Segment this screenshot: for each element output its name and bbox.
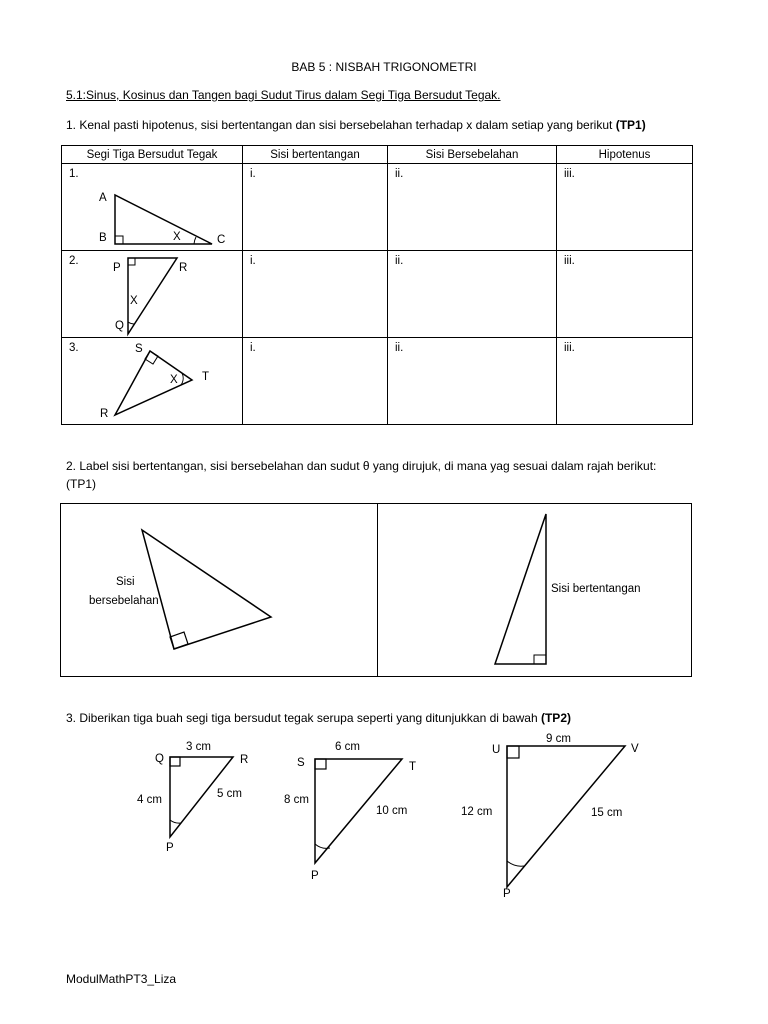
table-row xyxy=(62,164,693,251)
side-length-label: 3 cm xyxy=(186,741,211,753)
row-number: 1. xyxy=(69,168,79,180)
triangle-pst-similar xyxy=(284,741,416,882)
triangle-shape xyxy=(115,195,212,244)
answer-label: i. xyxy=(250,342,256,354)
angle-arc xyxy=(194,237,196,244)
answer-label: i. xyxy=(250,255,256,267)
angle-label-x: X xyxy=(170,374,178,386)
vertex-label: S xyxy=(297,757,305,769)
table-row xyxy=(62,251,693,338)
right-angle-marker xyxy=(170,632,188,649)
col-header-hypotenuse: Hipotenus xyxy=(557,146,693,164)
triangle-cell xyxy=(62,164,243,251)
opposite-label: Sisi bertentangan xyxy=(551,583,641,595)
question-2-text: 2. Label sisi bertentangan, sisi bersebelahan dan sudut θ yang dirujuk, di mana yag sesuai dalam rajah berikut: xyxy=(66,459,657,473)
vertex-label-r: R xyxy=(100,408,109,420)
vertex-label-r: R xyxy=(179,262,188,274)
row-number: 2. xyxy=(69,255,79,267)
vertex-label-t: T xyxy=(202,371,210,383)
vertex-label: U xyxy=(492,744,501,756)
angle-label-x: X xyxy=(173,231,181,243)
table-row xyxy=(62,338,693,425)
question-3-text: 3. Diberikan tiga buah segi tiga bersudut tegak serupa seperti yang ditunjukkan di bawah (TP2) xyxy=(66,711,571,725)
vertex-label-q: Q xyxy=(115,320,124,332)
side-length-label: 6 cm xyxy=(335,741,360,753)
answer-label: i. xyxy=(250,168,256,180)
answer-label: ii. xyxy=(395,255,404,267)
answer-label: ii. xyxy=(395,342,404,354)
right-angle-marker xyxy=(128,258,135,265)
vertex-label: Q xyxy=(155,753,164,765)
triangle-puv-similar xyxy=(461,733,639,900)
answer-cell-hypotenuse[interactable] xyxy=(557,338,693,425)
side-length-label: 12 cm xyxy=(461,806,493,818)
answer-cell-hypotenuse[interactable] xyxy=(557,164,693,251)
answer-cell-adjacent[interactable] xyxy=(388,251,557,338)
question-2-tag: (TP1) xyxy=(66,477,96,491)
side-length-label: 9 cm xyxy=(546,733,571,745)
right-angle-marker xyxy=(115,236,123,244)
triangle-abc-diagram xyxy=(62,164,243,250)
vertex-label-a: A xyxy=(99,192,107,204)
angle-arc xyxy=(181,373,183,385)
vertex-label-p: P xyxy=(113,262,121,274)
col-header-triangle: Segi Tiga Bersudut Tegak xyxy=(62,146,243,164)
page-title: BAB 5 : NISBAH TRIGONOMETRI xyxy=(291,60,477,74)
angle-arc xyxy=(128,322,134,324)
triangle-rst-diagram xyxy=(62,338,243,424)
question-1-text: 1. Kenal pasti hipotenus, sisi bertentangan dan sisi bersebelahan terhadap x dalam setiap yang berikut (TP1) xyxy=(66,118,646,132)
side-length-label: 8 cm xyxy=(284,794,309,806)
table-header-row xyxy=(62,146,693,164)
left-triangle xyxy=(142,530,271,649)
triangle-cell xyxy=(62,338,243,425)
col-header-adjacent: Sisi Bersebelahan xyxy=(388,146,557,164)
vertex-label-b: B xyxy=(99,232,107,244)
vertex-label: R xyxy=(240,754,249,766)
adjacent-label-line1: Sisi xyxy=(116,576,135,588)
vertex-label: P xyxy=(503,888,511,900)
label-diagram-box xyxy=(60,503,692,677)
row-number: 3. xyxy=(69,342,79,354)
triangle-shape xyxy=(115,351,192,415)
side-length-label: 5 cm xyxy=(217,788,242,800)
vertex-label: P xyxy=(166,842,174,854)
vertex-label-c: C xyxy=(217,234,226,246)
triangle-pqr-diagram xyxy=(62,251,243,337)
vertex-label: V xyxy=(631,743,639,755)
right-triangle xyxy=(495,514,546,664)
triangle-cell xyxy=(62,251,243,338)
answer-cell-opposite[interactable] xyxy=(243,251,388,338)
answer-label: iii. xyxy=(564,255,575,267)
right-angle-marker xyxy=(534,655,546,664)
side-length-label: 10 cm xyxy=(376,805,408,817)
answer-cell-adjacent[interactable] xyxy=(388,338,557,425)
answer-cell-opposite[interactable] xyxy=(243,338,388,425)
answer-label: iii. xyxy=(564,168,575,180)
answer-label: iii. xyxy=(564,342,575,354)
footer-text: ModulMathPT3_Liza xyxy=(66,972,177,986)
vertex-label: P xyxy=(311,870,319,882)
tp-tag: (TP1) xyxy=(615,118,646,132)
angle-label-x: X xyxy=(130,295,138,307)
answer-cell-hypotenuse[interactable] xyxy=(557,251,693,338)
side-length-label: 4 cm xyxy=(137,794,162,806)
answer-cell-adjacent[interactable] xyxy=(388,164,557,251)
side-length-label: 15 cm xyxy=(591,807,623,819)
adjacent-label-line2: bersebelahan xyxy=(89,595,159,607)
vertex-label: T xyxy=(409,761,417,773)
similar-triangles-diagram xyxy=(0,730,768,910)
triangle-pqr-similar xyxy=(137,741,248,854)
label-diagrams xyxy=(61,504,691,676)
answer-table xyxy=(61,145,693,425)
answer-label: ii. xyxy=(395,168,404,180)
section-subtitle: 5.1:Sinus, Kosinus dan Tangen bagi Sudut Tirus dalam Segi Tiga Bersudut Tegak. xyxy=(66,88,501,102)
tp-tag: (TP2) xyxy=(540,711,571,725)
answer-cell-opposite[interactable] xyxy=(243,164,388,251)
col-header-opposite: Sisi bertentangan xyxy=(243,146,388,164)
vertex-label-s: S xyxy=(135,343,143,355)
